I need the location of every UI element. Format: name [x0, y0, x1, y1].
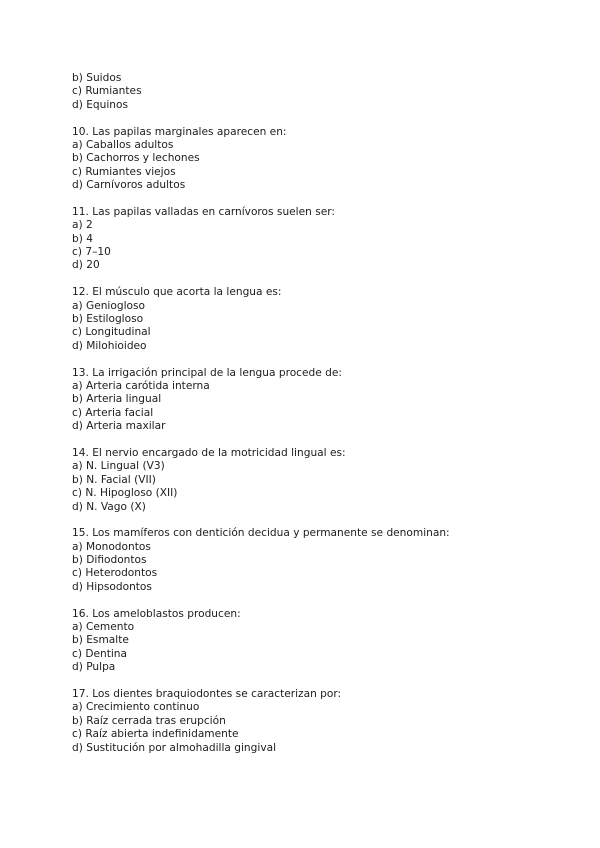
option-d: d) Carnívoros adultos — [72, 179, 186, 192]
question-16 — [72, 608, 542, 675]
option-a: a) Crecimiento continuo — [72, 701, 200, 714]
option-c: c) Rumiantes viejos — [72, 165, 176, 178]
option-c: c) Heterodontos — [72, 567, 158, 580]
option-b: b) Cachorros y lechones — [72, 152, 200, 165]
question-11 — [72, 206, 542, 273]
question-text: 10. Las papilas marginales aparecen en: — [72, 125, 287, 138]
option-a: a) 2 — [72, 219, 93, 232]
question-12 — [72, 286, 542, 353]
question-10 — [72, 126, 542, 193]
question-text: 15. Los mamíferos con dentición decidua y permanente se denominan: — [72, 527, 450, 540]
option-b: b) Estilogloso — [72, 313, 144, 326]
option-d: d) Sustitución por almohadilla gingival — [72, 741, 277, 754]
option-d: d) Milohioideo — [72, 339, 147, 352]
option-b: b) Raíz cerrada tras erupción — [72, 714, 226, 727]
option-d: d) Equinos — [72, 98, 129, 111]
option-c: c) Arteria facial — [72, 406, 154, 419]
option-c: c) 7–10 — [72, 246, 111, 259]
question-text: 16. Los ameloblastos producen: — [72, 607, 241, 620]
question-text: 11. Las papilas valladas en carnívoros suelen ser: — [72, 205, 335, 218]
option-b: b) Difiodontos — [72, 554, 147, 567]
option-d: d) Hipsodontos — [72, 580, 152, 593]
option-a: a) Cemento — [72, 621, 135, 634]
option-a: a) Monodontos — [72, 540, 151, 553]
option-c: c) Longitudinal — [72, 326, 151, 339]
question-9-continuation — [72, 72, 542, 112]
option-b: b) Suidos — [72, 72, 122, 84]
question-text: 17. Los dientes braquiodontes se caracterizan por: — [72, 687, 342, 700]
question-13 — [72, 367, 542, 434]
option-a: a) Caballos adultos — [72, 138, 174, 151]
option-b: b) Arteria lingual — [72, 393, 162, 406]
option-b: b) N. Facial (VII) — [72, 473, 156, 486]
option-d: d) 20 — [72, 259, 100, 272]
option-a: a) Arteria carótida interna — [72, 379, 210, 392]
question-15 — [72, 527, 542, 594]
quiz-content — [72, 72, 542, 768]
question-text: 12. El músculo que acorta la lengua es: — [72, 286, 282, 299]
option-b: b) Esmalte — [72, 634, 129, 647]
option-a: a) N. Lingual (V3) — [72, 460, 165, 473]
question-17 — [72, 688, 542, 755]
option-c: c) Rumiantes — [72, 85, 142, 98]
option-d: d) Arteria maxilar — [72, 420, 166, 433]
option-c: c) N. Hipogloso (XII) — [72, 487, 178, 500]
question-14 — [72, 447, 542, 514]
option-a: a) Geniogloso — [72, 299, 146, 312]
question-text: 13. La irrigación principal de la lengua procede de: — [72, 366, 342, 379]
option-c: c) Raíz abierta indefinidamente — [72, 728, 239, 741]
question-text: 14. El nervio encargado de la motricidad lingual es: — [72, 446, 346, 459]
option-d: d) N. Vago (X) — [72, 500, 146, 513]
option-d: d) Pulpa — [72, 661, 116, 674]
option-c: c) Dentina — [72, 647, 128, 660]
option-b: b) 4 — [72, 232, 93, 245]
